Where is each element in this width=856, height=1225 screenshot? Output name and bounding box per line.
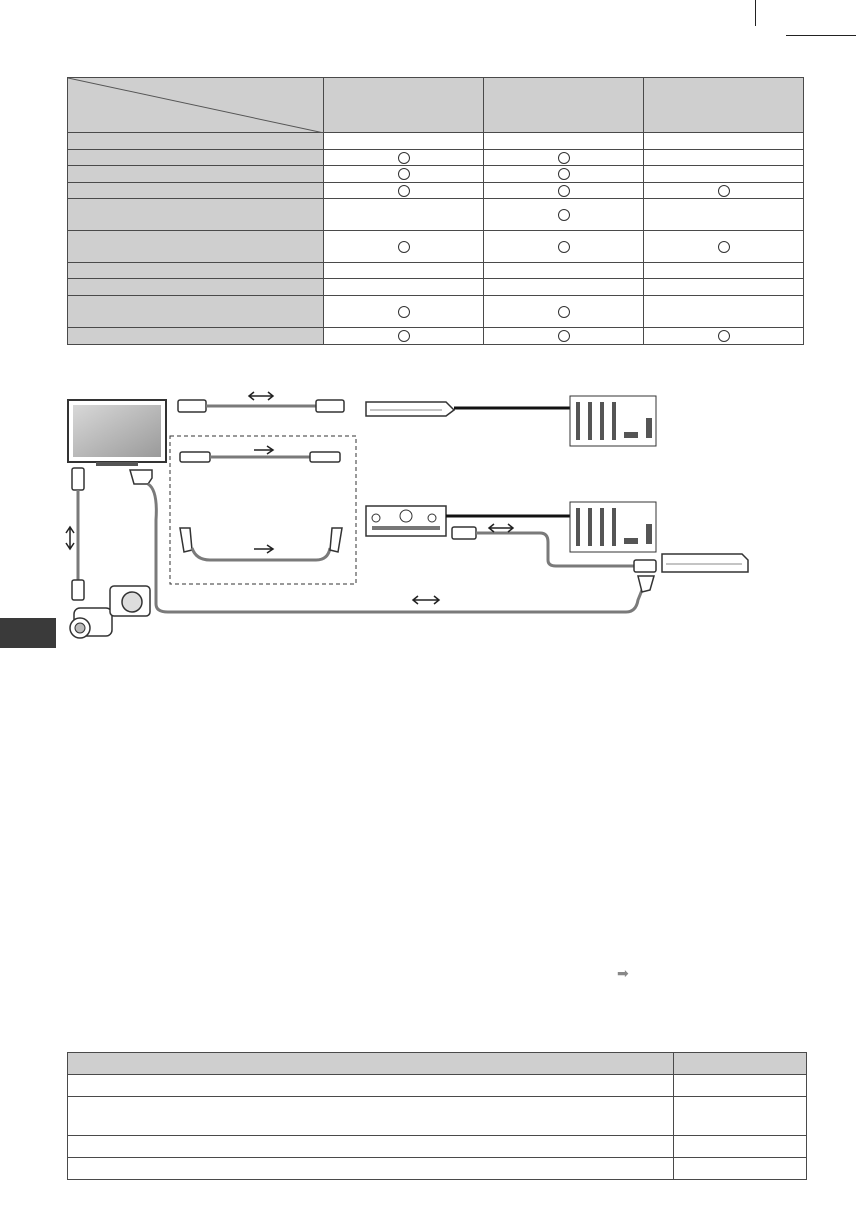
table-corner-header	[68, 78, 324, 133]
speaker-system-icon	[570, 396, 656, 446]
set-top-box-icon	[662, 554, 748, 572]
table-cell	[68, 1097, 674, 1136]
table-header-cell	[68, 1053, 674, 1075]
scart-cable-icon	[180, 528, 342, 560]
scart-cable-icon	[638, 576, 654, 592]
supported-mark-icon	[558, 306, 570, 318]
table-cell	[68, 1075, 674, 1097]
table-cell	[324, 328, 484, 345]
compatibility-table	[67, 77, 804, 345]
supported-mark-icon	[718, 241, 730, 253]
row-label	[68, 328, 324, 345]
supported-mark-icon	[558, 168, 570, 180]
table-row	[68, 231, 804, 263]
table-cell	[324, 296, 484, 328]
table-cell	[484, 166, 644, 183]
table-cell	[644, 183, 804, 199]
speaker-system-icon	[570, 502, 656, 552]
supported-mark-icon	[398, 330, 410, 342]
table-row	[68, 296, 804, 328]
blu-ray-player-icon	[366, 402, 570, 416]
table-cell	[674, 1158, 807, 1180]
supported-mark-icon	[558, 241, 570, 253]
table-row	[68, 133, 804, 150]
table-cell	[324, 263, 484, 279]
supported-mark-icon	[398, 152, 410, 164]
hdmi-cable-icon	[178, 392, 344, 412]
column-header	[324, 78, 484, 133]
supported-mark-icon	[398, 185, 410, 197]
crop-mark-right	[786, 35, 856, 36]
hdmi-cable-icon	[66, 468, 84, 600]
table-row	[68, 328, 804, 345]
table-cell	[324, 150, 484, 166]
table-cell	[644, 166, 804, 183]
table-row	[68, 183, 804, 199]
table-cell	[324, 166, 484, 183]
supported-mark-icon	[398, 168, 410, 180]
table-cell	[484, 296, 644, 328]
table-cell	[324, 199, 484, 231]
table-row	[68, 1075, 807, 1097]
table-cell	[484, 199, 644, 231]
supported-mark-icon	[718, 330, 730, 342]
hdmi-cable-icon	[634, 560, 656, 572]
row-label	[68, 183, 324, 199]
table-header-cell	[674, 1053, 807, 1075]
table-cell	[484, 183, 644, 199]
table-cell	[644, 328, 804, 345]
section-tab	[0, 618, 56, 648]
row-label	[68, 166, 324, 183]
table-cell	[674, 1136, 807, 1158]
table-cell	[644, 263, 804, 279]
connection-diagram	[58, 380, 758, 650]
supported-mark-icon	[558, 152, 570, 164]
supported-mark-icon	[558, 209, 570, 221]
row-label	[68, 199, 324, 231]
table-cell	[644, 296, 804, 328]
table-cell	[484, 328, 644, 345]
table-row	[68, 279, 804, 296]
supported-mark-icon	[398, 241, 410, 253]
table-row	[68, 1097, 807, 1136]
scart-cable-icon	[130, 470, 642, 612]
tv-icon	[68, 400, 166, 466]
column-header	[644, 78, 804, 133]
table-cell	[484, 133, 644, 150]
row-label	[68, 150, 324, 166]
table-cell	[484, 150, 644, 166]
table-cell	[324, 133, 484, 150]
row-label	[68, 231, 324, 263]
info-table	[67, 1052, 807, 1180]
table-cell	[644, 199, 804, 231]
table-cell	[484, 231, 644, 263]
supported-mark-icon	[558, 330, 570, 342]
table-cell	[324, 183, 484, 199]
column-header	[484, 78, 644, 133]
supported-mark-icon	[718, 185, 730, 197]
table-cell	[484, 279, 644, 296]
table-cell	[644, 133, 804, 150]
table-cell	[484, 263, 644, 279]
table-cell	[644, 231, 804, 263]
table-cell	[68, 1158, 674, 1180]
table-cell	[644, 150, 804, 166]
table-row	[68, 1158, 807, 1180]
table-cell	[674, 1075, 807, 1097]
table-cell	[674, 1097, 807, 1136]
crop-mark-top	[755, 0, 756, 26]
table-cell	[324, 279, 484, 296]
camcorder-icon	[70, 608, 112, 638]
optical-cable-icon	[180, 446, 340, 462]
arrow-right-icon: ➡	[617, 965, 629, 981]
table-row	[68, 263, 804, 279]
supported-mark-icon	[398, 306, 410, 318]
row-label	[68, 296, 324, 328]
row-label	[68, 263, 324, 279]
table-cell	[324, 231, 484, 263]
row-label	[68, 279, 324, 296]
table-cell	[644, 279, 804, 296]
camera-icon	[110, 586, 150, 616]
table-row	[68, 199, 804, 231]
table-row	[68, 150, 804, 166]
row-label	[68, 133, 324, 150]
table-cell	[68, 1136, 674, 1158]
supported-mark-icon	[558, 185, 570, 197]
table-row	[68, 166, 804, 183]
table-row	[68, 1136, 807, 1158]
